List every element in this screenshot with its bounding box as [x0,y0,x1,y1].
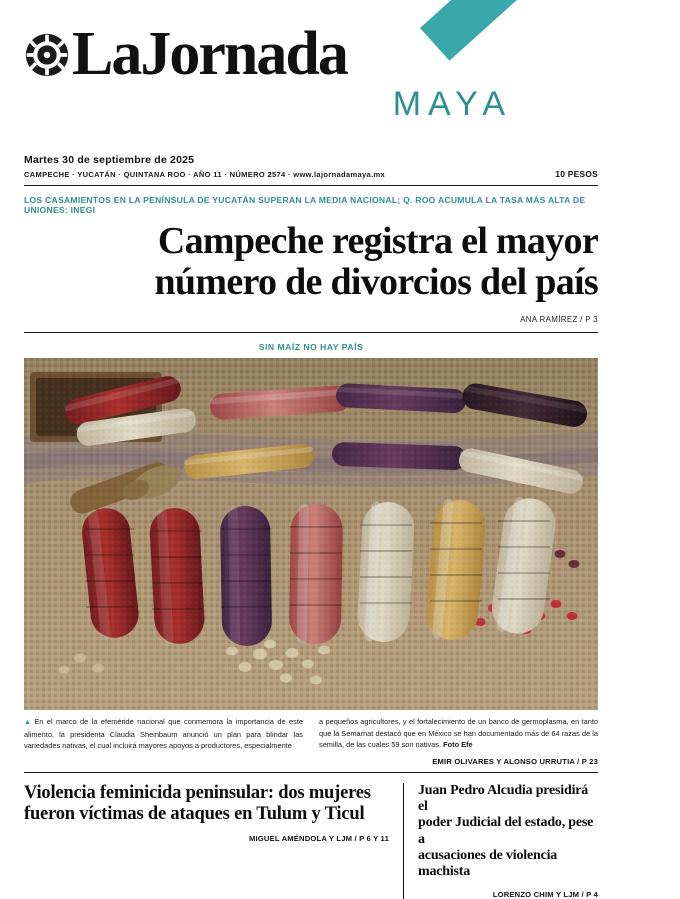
dateline [24,154,598,179]
bottom-right-byline: LORENZO CHIM Y LJM / P 4 [492,890,598,899]
bottom-left-headline-line-1: Violencia feminicida peninsular: dos mujeres [24,782,371,803]
lead-kicker: LOS CASAMIENTOS EN LA PENÍNSULA DE YUCATÁN SUPERAN LA MEDIA NACIONAL; Q. ROO ACUMULA LA TASA MÁS ALTA DE UNIONES: INEGI [24,195,586,215]
bottom-story-right [404,783,598,899]
photo-kicker: SIN MAÍZ NO HAY PAÍS [258,342,364,353]
cover-price: 10 PESOS [555,169,598,179]
bottom-left-headline [24,783,389,824]
photo-caption [24,716,598,752]
wordmark-la: La [72,20,141,88]
triangle-icon: ▲ [24,719,33,727]
caption-text-2: a pequeños agricultores, y el fortalecimiento de un banco de germoplasma, en tanto que la Semarnat destacó que en México se han documentado más de 64 razas de la semilla, de las cuales 59 son nativas. [319,717,598,749]
wordmark-jornada: Jornada [140,20,347,88]
photo-credit: Foto Efe [443,740,473,749]
bottom-right-headline-line-3: acusaciones de violencia machista [418,847,558,880]
bottom-right-headline-line-1: Juan Pedro Alcudia presidirá el [418,782,589,815]
bottom-story-left [24,783,404,899]
logo-row [24,20,598,88]
masthead [24,0,598,138]
caption-byline: EMIR OLIVARES Y ALONSO URRUTIA / P 23 [432,756,598,766]
caption-text-1: En el marco de la efeméride nacional que conmemora la importancia de este alimento, la presidenta Claudia Sheinbaum anunció un plan para blindar las variedades nativas, el cual incluirá mayores apoyos a productores, especialmente [24,717,303,751]
gear-icon [24,32,70,78]
publication-date: Martes 30 de septiembre de 2025 [24,154,195,166]
divider-lead [24,332,598,333]
bottom-left-byline: MIGUEL AMÉNDOLA Y LJM / P 6 Y 11 [248,834,389,844]
lead-byline: ANA RAMÍREZ / P 3 [520,315,598,325]
masthead-subtitle: MAYA [392,85,512,124]
editions-line: CAMPECHE · YUCATÁN · QUINTANA ROO · AÑO 11 · NÚMERO 2574 · www.lajornadamaya.mx [24,170,386,179]
dateline-row [24,169,598,179]
bottom-right-headline-line-2: poder Judicial del estado, pese a [418,815,594,847]
divider-masthead [24,185,598,186]
bottom-right-headline [418,783,598,880]
caption-column-1 [24,716,303,752]
lead-headline-line-1: Campeche registra el mayor [157,220,598,262]
caption-column-2 [319,716,598,752]
lead-headline [24,221,598,303]
lead-photo [24,358,598,710]
bottom-stories [24,772,598,899]
masthead-wordmark [72,20,347,88]
lead-headline-line-2: número de divorcios del país [154,261,598,304]
bottom-left-headline-line-2: fueron víctimas de ataques en Tulum y Ticul [24,803,365,824]
lead-photo-image [24,358,598,710]
